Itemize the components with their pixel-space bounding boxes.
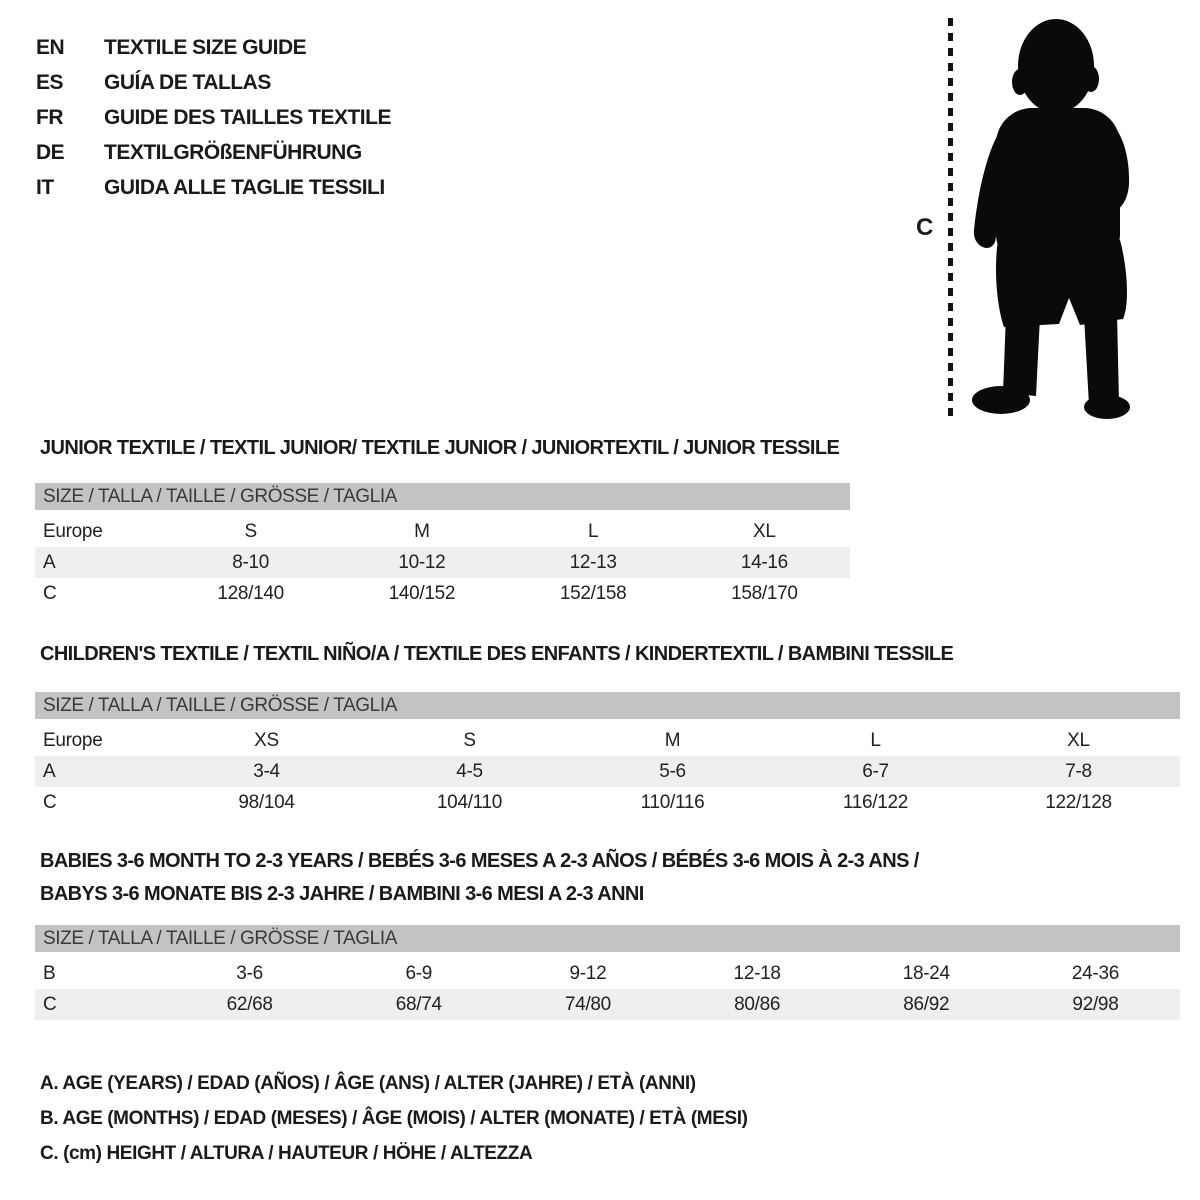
cell: 122/128: [1045, 792, 1112, 813]
cell: 62/68: [226, 994, 273, 1015]
row-label: Europe: [43, 521, 103, 542]
cell: 104/110: [436, 792, 503, 813]
cell: XL: [753, 521, 776, 542]
cell: 98/104: [238, 792, 295, 813]
cell: 6-9: [405, 963, 433, 984]
language-row: [36, 135, 391, 170]
cell: 24-36: [1071, 963, 1119, 984]
legend-line-c: C. (cm) HEIGHT / ALTURA / HAUTEUR / HÖHE / ALTEZZA: [40, 1143, 533, 1164]
cell: 12-13: [569, 552, 617, 573]
cell: S: [463, 730, 476, 751]
cell: M: [664, 730, 681, 751]
table-row: [35, 725, 1180, 756]
cell: 3-6: [236, 963, 263, 984]
cell: XS: [254, 730, 279, 751]
language-title: GUIDA ALLE TAGLIE TESSILI: [104, 176, 385, 199]
table-row: [35, 516, 850, 547]
cell: 3-4: [253, 761, 280, 782]
toddler-silhouette-icon: [966, 16, 1138, 420]
language-code: IT: [36, 176, 54, 199]
cell: 8-10: [232, 552, 270, 573]
babies-size-header-bar: SIZE / TALLA / TAILLE / GRÖSSE / TAGLIA: [35, 925, 1180, 952]
language-title: GUÍA DE TALLAS: [104, 71, 271, 94]
children-size-header-bar: SIZE / TALLA / TAILLE / GRÖSSE / TAGLIA: [35, 692, 1180, 719]
cell: S: [244, 521, 257, 542]
language-row: [36, 30, 391, 65]
children-table: [35, 725, 1180, 818]
cell: 9-12: [569, 963, 607, 984]
row-label: C: [43, 583, 57, 604]
cell: 12-18: [733, 963, 781, 984]
language-row: [36, 100, 391, 135]
babies-section-title-line2: BABYS 3-6 MONATE BIS 2-3 JAHRE / BAMBINI 3-6 MESI A 2-3 ANNI: [40, 883, 644, 905]
language-title: TEXTILE SIZE GUIDE: [104, 36, 307, 59]
legend-line-b: B. AGE (MONTHS) / EDAD (MESES) / ÂGE (MOIS) / ALTER (MONATE) / ETÀ (MESI): [40, 1108, 748, 1129]
cell: 4-5: [456, 761, 483, 782]
table-row: [35, 756, 1180, 787]
cell: 74/80: [564, 994, 611, 1015]
language-code: DE: [36, 141, 65, 164]
row-label: C: [43, 994, 57, 1015]
babies-section-title-line1: BABIES 3-6 MONTH TO 2-3 YEARS / BEBÉS 3-6 MESES A 2-3 AÑOS / BÉBÉS 3-6 MOIS À 2-3 ANS /: [40, 850, 919, 872]
cell: 68/74: [395, 994, 442, 1015]
cell: 140/152: [388, 583, 456, 604]
cell: L: [870, 730, 881, 751]
legend-line-a: A. AGE (YEARS) / EDAD (AÑOS) / ÂGE (ANS) / ALTER (JAHRE) / ETÀ (ANNI): [40, 1073, 696, 1094]
language-title: TEXTILGRÖßENFÜHRUNG: [104, 141, 362, 164]
table-row: [35, 578, 850, 609]
table-row: [35, 547, 850, 578]
babies-table: [35, 958, 1180, 1020]
cell: 80/86: [734, 994, 781, 1015]
cell: 110/116: [640, 792, 705, 813]
language-code: FR: [36, 106, 63, 129]
table-row: [35, 989, 1180, 1020]
language-list: [36, 30, 391, 205]
cell: 152/158: [559, 583, 627, 604]
cell: 92/98: [1072, 994, 1119, 1015]
children-section-title: CHILDREN'S TEXTILE / TEXTIL NIÑO/A / TEXTILE DES ENFANTS / KINDERTEXTIL / BAMBINI TESSILE: [40, 643, 954, 665]
language-code: ES: [36, 71, 64, 94]
cell: 6-7: [862, 761, 889, 782]
table-row: [35, 958, 1180, 989]
cell: 5-6: [659, 761, 686, 782]
row-label: C: [43, 792, 57, 813]
cell: M: [414, 521, 430, 542]
cell: 10-12: [398, 552, 446, 573]
height-measure-line: [948, 18, 953, 416]
junior-section-title: JUNIOR TEXTILE / TEXTIL JUNIOR/ TEXTILE JUNIOR / JUNIORTEXTIL / JUNIOR TESSILE: [40, 437, 840, 459]
language-row: [36, 65, 391, 100]
cell: 128/140: [217, 583, 284, 604]
junior-table: [35, 516, 850, 609]
row-label: B: [43, 963, 56, 984]
legend: [40, 1066, 748, 1171]
cell: 14-16: [740, 552, 788, 573]
cell: XL: [1067, 730, 1090, 751]
cell: 86/92: [903, 994, 950, 1015]
cell: 116/122: [842, 792, 909, 813]
junior-size-header-bar: SIZE / TALLA / TAILLE / GRÖSSE / TAGLIA: [35, 483, 850, 510]
cell: 7-8: [1065, 761, 1092, 782]
cell: 18-24: [902, 963, 950, 984]
row-label: Europe: [43, 730, 103, 751]
cell: 158/170: [731, 583, 798, 604]
measure-label-c: C: [916, 214, 934, 241]
row-label: A: [43, 552, 56, 573]
row-label: A: [43, 761, 56, 782]
language-title: GUIDE DES TAILLES TEXTILE: [104, 106, 391, 129]
cell: L: [587, 521, 599, 542]
table-row: [35, 787, 1180, 818]
language-code: EN: [36, 36, 65, 59]
language-row: [36, 170, 391, 205]
